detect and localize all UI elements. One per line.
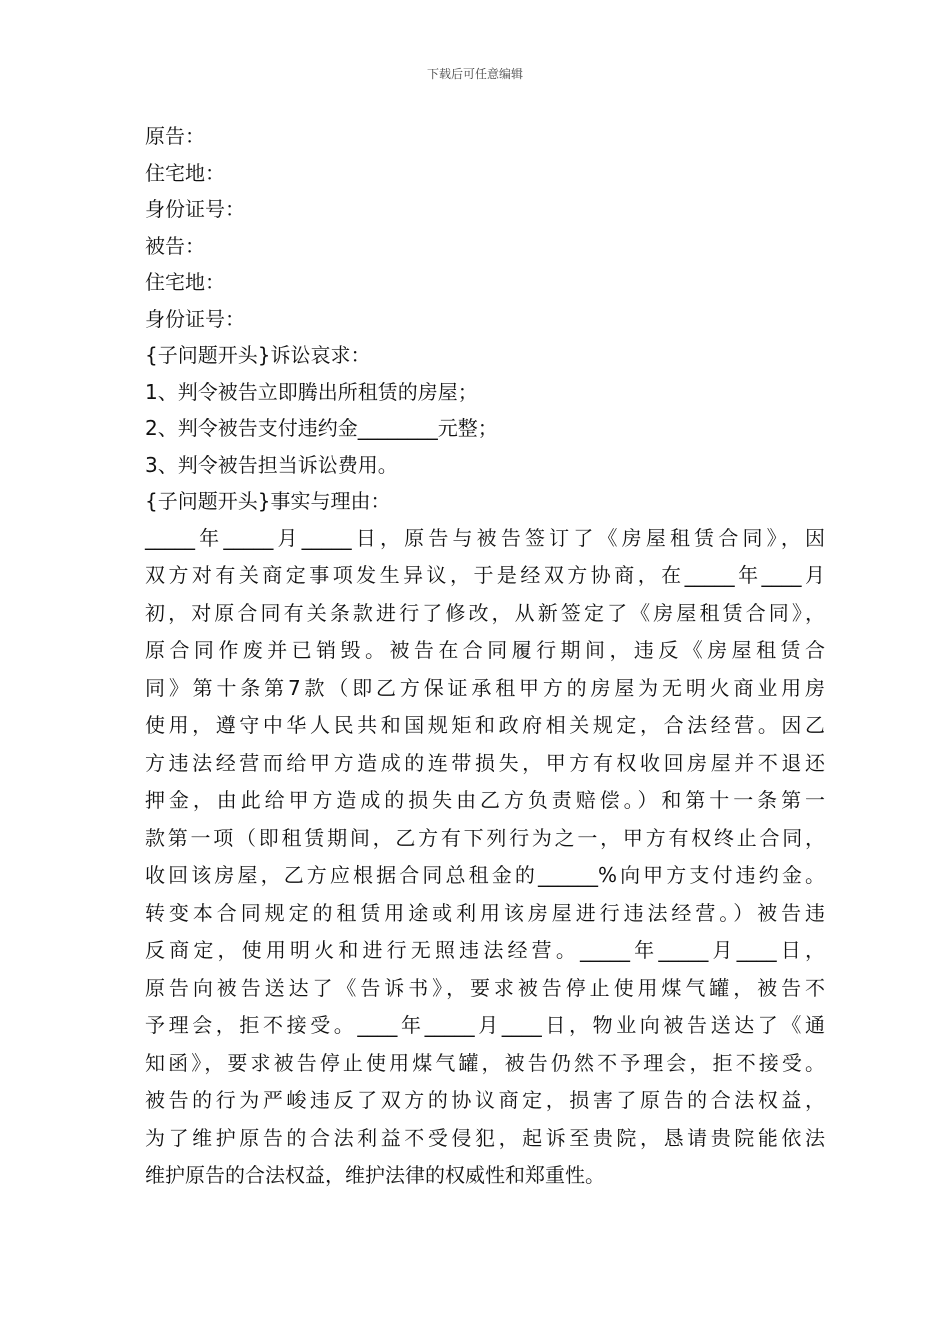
facts-line: 知函》，要求被告停止使用煤气罐，被告仍然不予理会，拒不接受。 xyxy=(145,1050,825,1075)
facts-line: 双方对有关商定事项发生异议，于是经双方协商，在_____年____月 xyxy=(145,563,825,587)
defendant-id-label: 身份证号： xyxy=(145,306,245,331)
facts-line: 同》第十条第7款（即乙方保证承租甲方的房屋为无明火商业用房 xyxy=(145,675,825,700)
facts-line: 为了维护原告的合法利益不受侵犯，起诉至贵院，恳请贵院能依法 xyxy=(145,1125,825,1150)
facts-line: 初，对原合同有关条款进行了修改，从新签定了《房屋租赁合同》， xyxy=(145,600,825,625)
plaintiff-label: 原告： xyxy=(145,124,205,148)
facts-line: 款第一项（即租赁期间，乙方有下列行为之一，甲方有权终止合同， xyxy=(145,825,825,850)
plaintiff-address-label: 住宅地： xyxy=(145,160,225,185)
claim-item-1: 1、判令被告立即腾出所租赁的房屋； xyxy=(145,379,478,404)
facts-line: 转变本合同规定的租赁用途或利用该房屋进行违法经营。）被告违 xyxy=(145,900,825,925)
facts-line: 押金，由此给甲方造成的损失由乙方负责赔偿。）和第十一条第一 xyxy=(145,788,825,812)
facts-line: _____年_____月_____日，原告与被告签订了《房屋租赁合同》，因 xyxy=(145,525,825,550)
facts-line: 收回该房屋，乙方应根据合同总租金的______%向甲方支付违约金。 xyxy=(145,863,825,887)
facts-title: {子问题开头}事实与理由： xyxy=(145,489,391,513)
document-body xyxy=(145,118,825,1195)
facts-line: 方违法经营而给甲方造成的连带损失，甲方有权收回房屋并不退还 xyxy=(145,750,825,775)
facts-line: 使用，遵守中华人民共和国规矩和政府相关规定，合法经营。因乙 xyxy=(145,713,825,737)
claims-section xyxy=(145,337,825,483)
claims-title: {子问题开头}诉讼哀求： xyxy=(145,343,371,367)
facts-line: 原告向被告送达了《告诉书》，要求被告停止使用煤气罐，被告不 xyxy=(145,975,825,1000)
page-header-note: 下载后可任意编辑 xyxy=(426,67,523,81)
facts-line: 原合同作废并已销毁。被告在合同履行期间，违反《房屋租赁合 xyxy=(145,638,825,662)
facts-line: 维护原告的合法权益，维护法律的权威性和郑重性。 xyxy=(145,1163,605,1187)
facts-line: 予理会，拒不接受。____年_____月____日，物业向被告送达了《通 xyxy=(145,1013,825,1037)
defendant-address-label: 住宅地： xyxy=(145,270,225,294)
plaintiff-id-label: 身份证号： xyxy=(145,197,245,221)
claim-item-3: 3、判令被告担当诉讼费用。 xyxy=(145,452,398,477)
claim-item-2: 2、判令被告支付违约金________元整； xyxy=(145,416,498,440)
parties-section xyxy=(145,118,825,337)
facts-section xyxy=(145,483,825,1195)
defendant-label: 被告： xyxy=(145,233,205,258)
facts-line: 被告的行为严峻违反了双方的协议商定，损害了原告的合法权益， xyxy=(145,1088,825,1112)
facts-line: 反商定，使用明火和进行无照违法经营。_____年_____月____日， xyxy=(145,938,825,962)
